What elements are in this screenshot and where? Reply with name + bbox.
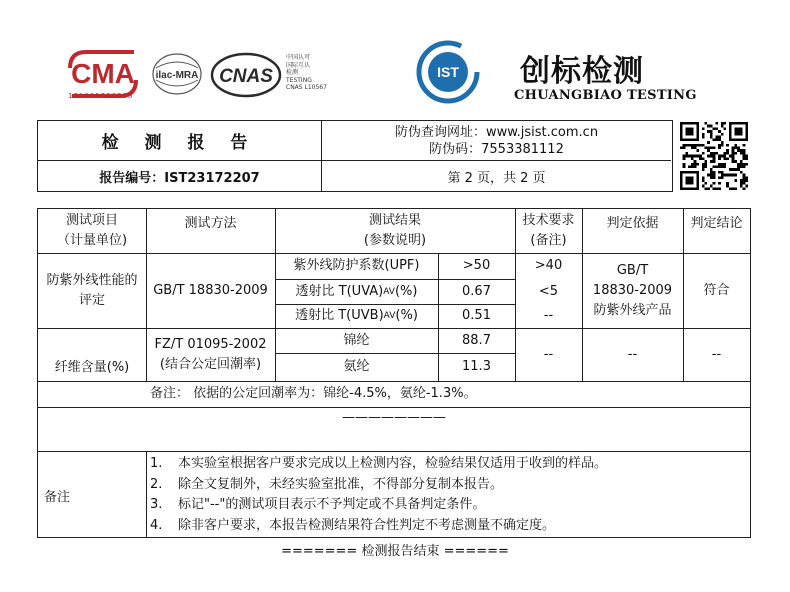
cma-number: 171011260288	[68, 92, 134, 100]
fiber-conclusion: --	[711, 346, 722, 362]
verify-site: 防伪查询网址：www.jsist.com.cn	[394, 124, 599, 140]
anti-counterfeit-info	[322, 121, 671, 161]
uv-req-uvb: --	[543, 308, 554, 323]
uv-value-uvb: 0.51	[462, 308, 491, 323]
note-item: 3. 标记"--"的测试项目表示不予判定或不具备判定条件。	[150, 497, 486, 512]
uv-test-item: 防紫外线性能的 评定	[46, 272, 138, 308]
table-separator: ————————	[342, 410, 446, 425]
uv-basis: GB/T 18830-2009 防紫外线产品	[592, 262, 673, 318]
uv-param-uva: 透射比 T(UVA) AV (%)	[295, 283, 418, 299]
uv-conclusion: 符合	[703, 282, 730, 298]
uv-value-upf: >50	[462, 258, 491, 273]
note-item: 1. 本实验室根据客户要求完成以上检测内容，检验结果仅适用于收到的样品。	[150, 456, 608, 471]
header-conclusion: 判定结论	[690, 216, 743, 231]
svg-text:CMA: CMA	[71, 58, 135, 89]
verify-code: 防伪码：7553381112	[429, 141, 564, 157]
fiber-test-item: 纤维含量(%)	[54, 359, 130, 375]
fiber-req: --	[543, 346, 554, 362]
report-header	[0, 0, 790, 118]
qr-code	[680, 122, 748, 190]
note-item: 4. 除非客户要求，本报告检测结果符合性判定不考虑测量不确定度。	[150, 517, 556, 533]
notes-section	[37, 452, 751, 538]
fiber-basis: --	[627, 346, 638, 362]
header-test-item: 测试项目 （计量单位)	[56, 213, 128, 248]
fiber-value-nylon: 88.7	[462, 332, 491, 348]
header-basis: 判定依据	[606, 216, 659, 231]
fiber-param-spandex: 氨纶	[343, 359, 370, 374]
uv-test-method: GB/T 18830-2009	[153, 282, 268, 298]
ist-logo	[416, 40, 480, 104]
notes-label: 备注	[38, 452, 147, 538]
fiber-param-nylon: 锦纶	[343, 332, 370, 348]
notes-list	[150, 454, 607, 536]
uv-req-upf: >40	[534, 258, 563, 273]
fiber-test-method: FZ/T 01095-2002 (结合公定回潮率)	[154, 336, 267, 372]
cnas-logo	[210, 52, 282, 98]
uv-param-uvb: 透射比 T(UVB) AV (%)	[295, 308, 418, 323]
uv-param-upf: 紫外线防护系数(UPF)	[293, 258, 420, 273]
svg-text:IST: IST	[437, 64, 459, 80]
report-end-marker: ======= 检测报告结束 ======	[281, 544, 509, 559]
fiber-value-spandex: 11.3	[462, 359, 491, 374]
test-results-table	[37, 208, 751, 452]
note-item: 2. 除全文复制外，未经实验室批准，不得部分复制本报告。	[150, 476, 504, 492]
report-number: 报告编号：IST23172207	[38, 161, 322, 191]
page-number: 第 2 页，共 2 页	[447, 170, 546, 186]
svg-text:CNAS: CNAS	[219, 66, 273, 87]
brand-name-cn: 创标检测	[520, 54, 644, 89]
fiber-remark: 备注： 依据的公定回潮率为：锦纶-4.5%，氨纶-1.3%。	[150, 386, 477, 401]
svg-text:ilac-MRA: ilac-MRA	[155, 70, 199, 81]
uv-value-uva: 0.67	[462, 283, 491, 299]
uv-req-uva: <5	[538, 283, 559, 299]
ilac-mra-logo	[150, 50, 204, 98]
report-title: 检 测 报 告	[38, 121, 322, 161]
header-requirement: 技术要求 (备注)	[522, 213, 575, 248]
header-test-result: 测试结果 (参数说明)	[363, 213, 427, 248]
report-title-box	[37, 120, 673, 192]
cnas-accreditation-text: 中国认可 国际互认 检测 TESTING CNAS L10567	[286, 54, 327, 92]
brand-name-en: CHUANGBIAO TESTING	[514, 88, 697, 103]
header-test-method: 测试方法	[184, 216, 237, 231]
